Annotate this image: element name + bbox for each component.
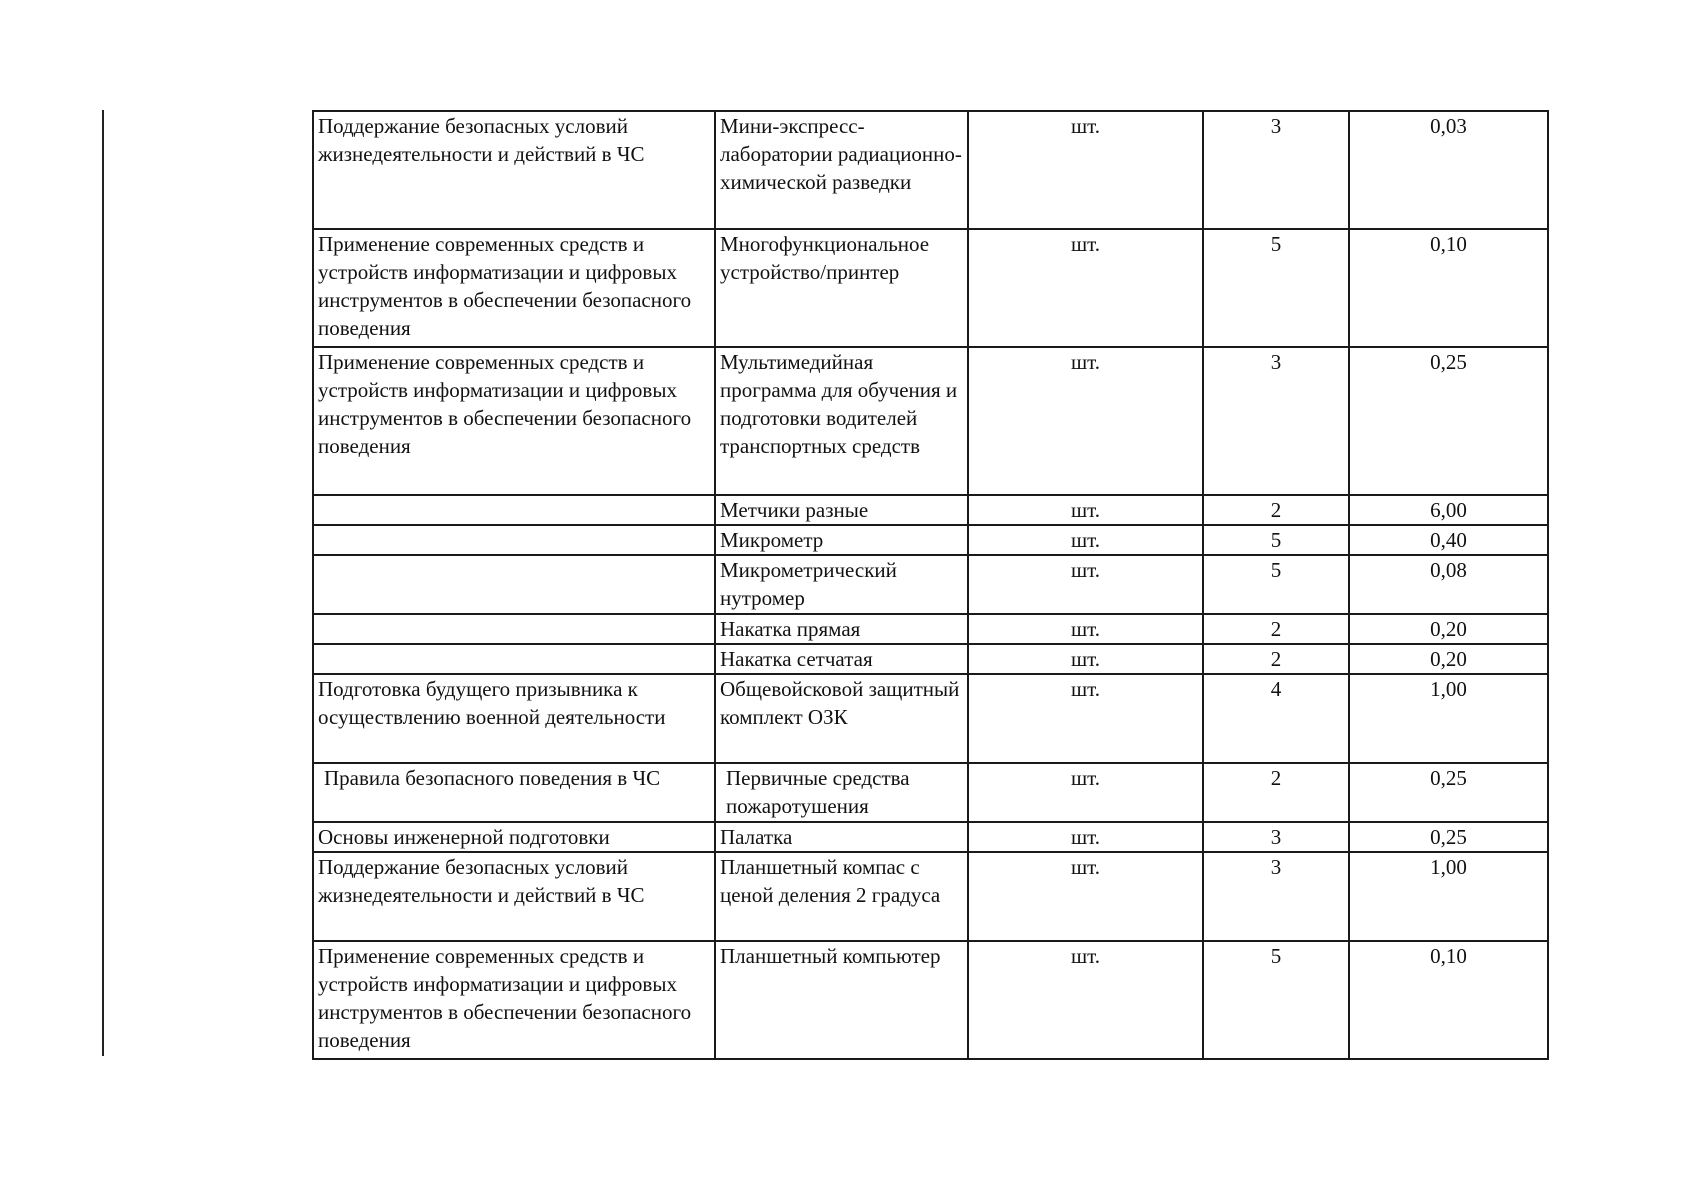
table-row — [313, 614, 1548, 644]
value-cell: 0,08 — [1349, 555, 1548, 614]
table-row — [313, 229, 1548, 347]
unit-cell: шт. — [968, 852, 1203, 941]
value-cell: 0,25 — [1349, 763, 1548, 822]
unit-cell: шт. — [968, 674, 1203, 763]
table-row — [313, 941, 1548, 1059]
item-cell: Мини-экспресс-лаборатории радиационно-химической разведки — [715, 111, 968, 229]
table-row — [313, 674, 1548, 763]
value-cell: 0,25 — [1349, 822, 1548, 852]
item-cell: Палатка — [715, 822, 968, 852]
value-cell: 0,20 — [1349, 614, 1548, 644]
value-cell: 0,20 — [1349, 644, 1548, 674]
table-row — [313, 822, 1548, 852]
unit-cell: шт. — [968, 495, 1203, 525]
item-cell: Первичные средства пожаротушения — [715, 763, 968, 822]
item-cell: Накатка сетчатая — [715, 644, 968, 674]
qty-cell: 3 — [1203, 347, 1349, 495]
item-cell: Планшетный компас с ценой деления 2 градуса — [715, 852, 968, 941]
unit-cell: шт. — [968, 644, 1203, 674]
section-cell — [313, 614, 715, 644]
qty-cell: 3 — [1203, 111, 1349, 229]
table-row — [313, 555, 1548, 614]
value-cell: 0,40 — [1349, 525, 1548, 555]
section-cell: Применение современных средств и устройств информатизации и цифровых инструментов в обеспечении безопасного поведения — [313, 941, 715, 1059]
unit-cell: шт. — [968, 555, 1203, 614]
qty-cell: 5 — [1203, 555, 1349, 614]
item-cell: Микрометр — [715, 525, 968, 555]
qty-cell: 2 — [1203, 495, 1349, 525]
unit-cell: шт. — [968, 614, 1203, 644]
unit-cell: шт. — [968, 347, 1203, 495]
unit-cell: шт. — [968, 229, 1203, 347]
value-cell: 1,00 — [1349, 674, 1548, 763]
qty-cell: 2 — [1203, 644, 1349, 674]
value-cell: 0,10 — [1349, 941, 1548, 1059]
qty-cell: 5 — [1203, 525, 1349, 555]
item-cell: Многофункциональное устройство/принтер — [715, 229, 968, 347]
unit-cell: шт. — [968, 941, 1203, 1059]
section-cell: Основы инженерной подготовки — [313, 822, 715, 852]
item-cell: Планшетный компьютер — [715, 941, 968, 1059]
section-cell — [313, 525, 715, 555]
qty-cell: 5 — [1203, 941, 1349, 1059]
section-cell: Применение современных средств и устройств информатизации и цифровых инструментов в обеспечении безопасного поведения — [313, 229, 715, 347]
section-cell — [313, 555, 715, 614]
value-cell: 0,10 — [1349, 229, 1548, 347]
equipment-table — [312, 110, 1549, 1060]
qty-cell: 3 — [1203, 822, 1349, 852]
section-cell: Поддержание безопасных условий жизнедеятельности и действий в ЧС — [313, 852, 715, 941]
item-cell: Метчики разные — [715, 495, 968, 525]
unit-cell: шт. — [968, 763, 1203, 822]
section-cell: Подготовка будущего призывника к осуществлению военной деятельности — [313, 674, 715, 763]
section-cell — [313, 644, 715, 674]
table-row — [313, 111, 1548, 229]
table-row — [313, 347, 1548, 495]
table-row — [313, 852, 1548, 941]
section-cell: Применение современных средств и устройств информатизации и цифровых инструментов в обеспечении безопасного поведения — [313, 347, 715, 495]
qty-cell: 2 — [1203, 614, 1349, 644]
section-cell — [313, 495, 715, 525]
page-margin-line — [102, 110, 104, 1056]
value-cell: 1,00 — [1349, 852, 1548, 941]
item-cell: Накатка прямая — [715, 614, 968, 644]
value-cell: 6,00 — [1349, 495, 1548, 525]
table-row — [313, 495, 1548, 525]
table-row — [313, 525, 1548, 555]
qty-cell: 3 — [1203, 852, 1349, 941]
item-cell: Мультимедийная программа для обучения и подготовки водителей транспортных средств — [715, 347, 968, 495]
item-cell: Общевойсковой защитный комплект ОЗК — [715, 674, 968, 763]
unit-cell: шт. — [968, 822, 1203, 852]
unit-cell: шт. — [968, 525, 1203, 555]
qty-cell: 2 — [1203, 763, 1349, 822]
table-row — [313, 644, 1548, 674]
table-row — [313, 763, 1548, 822]
unit-cell: шт. — [968, 111, 1203, 229]
value-cell: 0,25 — [1349, 347, 1548, 495]
qty-cell: 4 — [1203, 674, 1349, 763]
section-cell: Правила безопасного поведения в ЧС — [313, 763, 715, 822]
item-cell: Микрометрический нутромер — [715, 555, 968, 614]
qty-cell: 5 — [1203, 229, 1349, 347]
value-cell: 0,03 — [1349, 111, 1548, 229]
section-cell: Поддержание безопасных условий жизнедеятельности и действий в ЧС — [313, 111, 715, 229]
